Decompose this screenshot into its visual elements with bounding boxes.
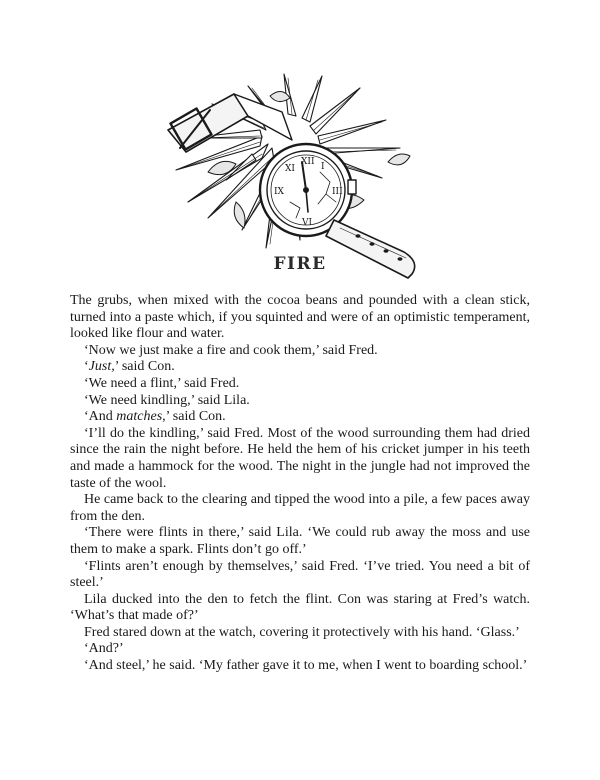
paragraph — [70, 426, 530, 492]
paragraph — [70, 393, 530, 410]
paragraph-text: ‘We need kindling,’ said Lila. — [84, 392, 250, 408]
svg-text:VI: VI — [302, 218, 313, 228]
paragraph-text: ‘And?’ — [84, 641, 124, 657]
paragraph-text: ‘There were flints in there,’ said Lila. ‘We could rub away the moss and use them to make a spark. Flints don’t go off.’ — [70, 525, 530, 557]
paragraph-text: Lila ducked into the den to fetch the flint. Con was staring at Fred’s watch. ‘What’s that made of?’ — [70, 591, 530, 624]
wristwatch-icon — [150, 52, 450, 284]
paragraph — [70, 343, 530, 360]
chapter-body — [70, 293, 530, 675]
paragraph — [70, 409, 530, 426]
paragraph-text: ‘ — [84, 359, 89, 375]
paragraph-text: He came back to the clearing and tipped the wood into a pile, a few paces away from the den. — [70, 492, 530, 524]
paragraph-text: ‘Now we just make a fire and cook them,’ said Fred. — [84, 342, 378, 358]
paragraph-text: ‘Flints aren’t enough by themselves,’ said Fred. ‘I’ve tried. You need a bit of steel.’ — [70, 558, 530, 591]
paragraph — [70, 641, 530, 658]
paragraph — [70, 658, 530, 675]
paragraph-text: ‘And steel,’ he said. ‘My father gave it to me, when I went to boarding school.’ — [84, 658, 528, 674]
paragraph-text: The grubs, when mixed with the cocoa beans and pounded with a clean stick, turned into a paste which, if you squinted and were of an optimistic temperament, looked like flour and water. — [70, 293, 530, 342]
paragraph — [70, 625, 530, 642]
emphasis-text: Just, — [88, 359, 115, 375]
paragraph — [70, 376, 530, 393]
paragraph-text: Fred stared down at the watch, covering it protectively with his hand. ‘Glass.’ — [84, 624, 520, 640]
paragraph — [70, 559, 530, 592]
paragraph — [70, 293, 530, 343]
paragraph — [70, 592, 530, 625]
paragraph — [70, 492, 530, 525]
paragraph-text: ‘I’ll do the kindling,’ said Fred. Most of the wood surrounding them had dried since the rain the night before. He held the hem of his cricket jumper in his teeth and made a hammock for the wood. The night in the jungle had not improved the taste of the wool. — [70, 425, 530, 491]
svg-text:IX: IX — [274, 187, 284, 197]
svg-text:XI: XI — [285, 164, 295, 174]
paragraph-text: ‘And — [84, 409, 117, 425]
paragraph — [70, 525, 530, 558]
svg-text:XII: XII — [301, 157, 315, 167]
paragraph-text: ‘We need a flint,’ said Fred. — [84, 375, 240, 391]
svg-text:III: III — [332, 187, 343, 197]
emphasis-text: matches — [116, 409, 163, 425]
svg-text:I: I — [321, 162, 325, 172]
paragraph-text: ’ said Con. — [114, 359, 175, 375]
paragraph — [70, 359, 530, 376]
chapter-title: FIRE — [273, 254, 327, 274]
paragraph-text: ,’ said Con. — [162, 409, 226, 425]
